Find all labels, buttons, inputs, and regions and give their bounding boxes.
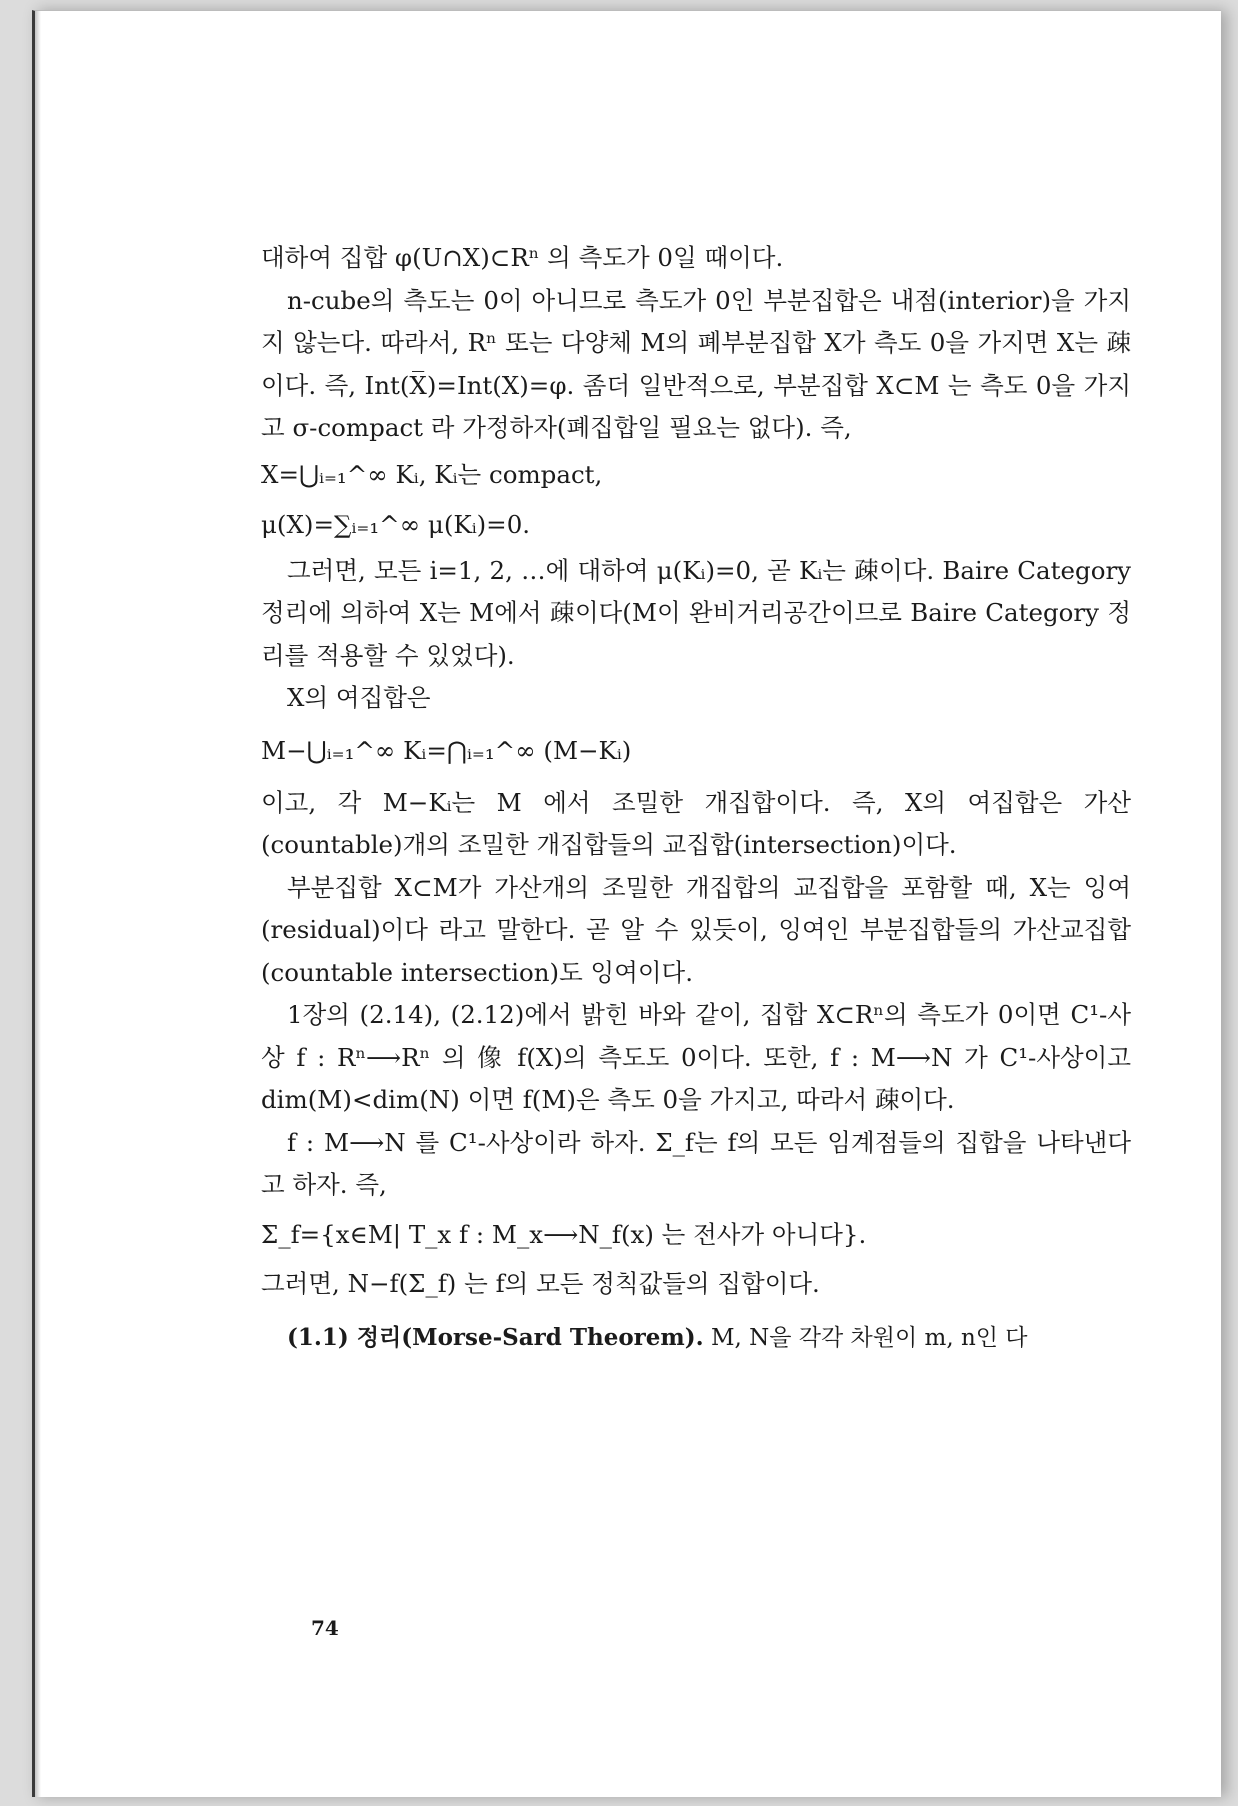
equation-measure: μ(X)=∑ᵢ₌₁^∞ μ(Kᵢ)=0.	[261, 509, 531, 539]
book-page	[32, 10, 1221, 1797]
page-binding-edge	[35, 11, 41, 1797]
equation-complement: M−⋃ᵢ₌₁^∞ Kᵢ=⋂ᵢ₌₁^∞ (M−Kᵢ)	[261, 735, 632, 765]
theorem-label: (1.1) 정리(Morse-Sard Theorem).	[287, 1324, 704, 1351]
theorem-heading	[261, 1317, 1131, 1360]
paragraph-1: 대하여 집합 φ(U∩X)⊂Rⁿ 의 측도가 0일 때이다.	[261, 243, 784, 272]
equation-critical-set: Σ_f={x∈M| T_x f : M_x⟶N_f(x) 는 전사가 아니다}.	[261, 1219, 867, 1249]
paragraph-2: n-cube의 측도는 0이 아니므로 측도가 0인 부분집합은 내점(interior)을 가지지 않는다. 따라서, Rⁿ 또는 다양체 M의 폐부분집합 X가 측도 0을 가지면 X는 疎이다. 즉, Int(X̅)=Int(X)=φ. 좀더 일반적으로, 부분집합 X⊂M 는 측도 0을 가지고 σ-compact 라 가정하자(폐집합일 필요는 없다). 즉,	[261, 285, 1131, 442]
page-body	[261, 237, 1131, 1360]
paragraph-7: 1장의 (2.14), (2.12)에서 밝힌 바와 같이, 집합 X⊂Rⁿ의 측도가 0이면 C¹-사상 f : Rⁿ⟶Rⁿ 의 像 f(X)의 측도도 0이다. 또한, f : M⟶N 가 C¹-사상이고 dim(M)<dim(N) 이면 f(M)은 측도 0을 가지고, 따라서 疎이다.	[261, 1000, 1131, 1114]
paragraph-6: 부분집합 X⊂M가 가산개의 조밀한 개집합의 교집합을 포함할 때, X는 잉여(residual)이다 라고 말한다. 곧 알 수 있듯이, 잉여인 부분집합들의 가산교집합(countable intersection)도 잉여이다.	[261, 872, 1131, 987]
paragraph-3: 그러면, 모든 i=1, 2, …에 대하여 μ(Kᵢ)=0, 곧 Kᵢ는 疎이다. Baire Category 정리에 의하여 X는 M에서 疎이다(M이 완비거리공간이므로 Baire Category 정리를 적용할 수 있었다).	[261, 555, 1131, 670]
equation-union: X=⋃ᵢ₌₁^∞ Kᵢ, Kᵢ는 compact,	[261, 459, 603, 489]
paragraph-4: X의 여집합은	[287, 683, 431, 712]
paragraph-8: f : M⟶N 를 C¹-사상이라 하자. Σ_f는 f의 모든 임계점들의 집합을 나타낸다고 하자. 즉,	[261, 1127, 1131, 1199]
paragraph-5: 이고, 각 M−Kᵢ는 M 에서 조밀한 개집합이다. 즉, X의 여집합은 가산(countable)개의 조밀한 개집합들의 교집합(intersection)이다.	[261, 787, 1131, 859]
paragraph-9: 그러면, N−f(Σ_f) 는 f의 모든 정칙값들의 집합이다.	[261, 1268, 820, 1298]
page-number: 74	[311, 1616, 339, 1640]
theorem-text: M, N을 각각 차원이 m, n인 다	[710, 1325, 1028, 1351]
